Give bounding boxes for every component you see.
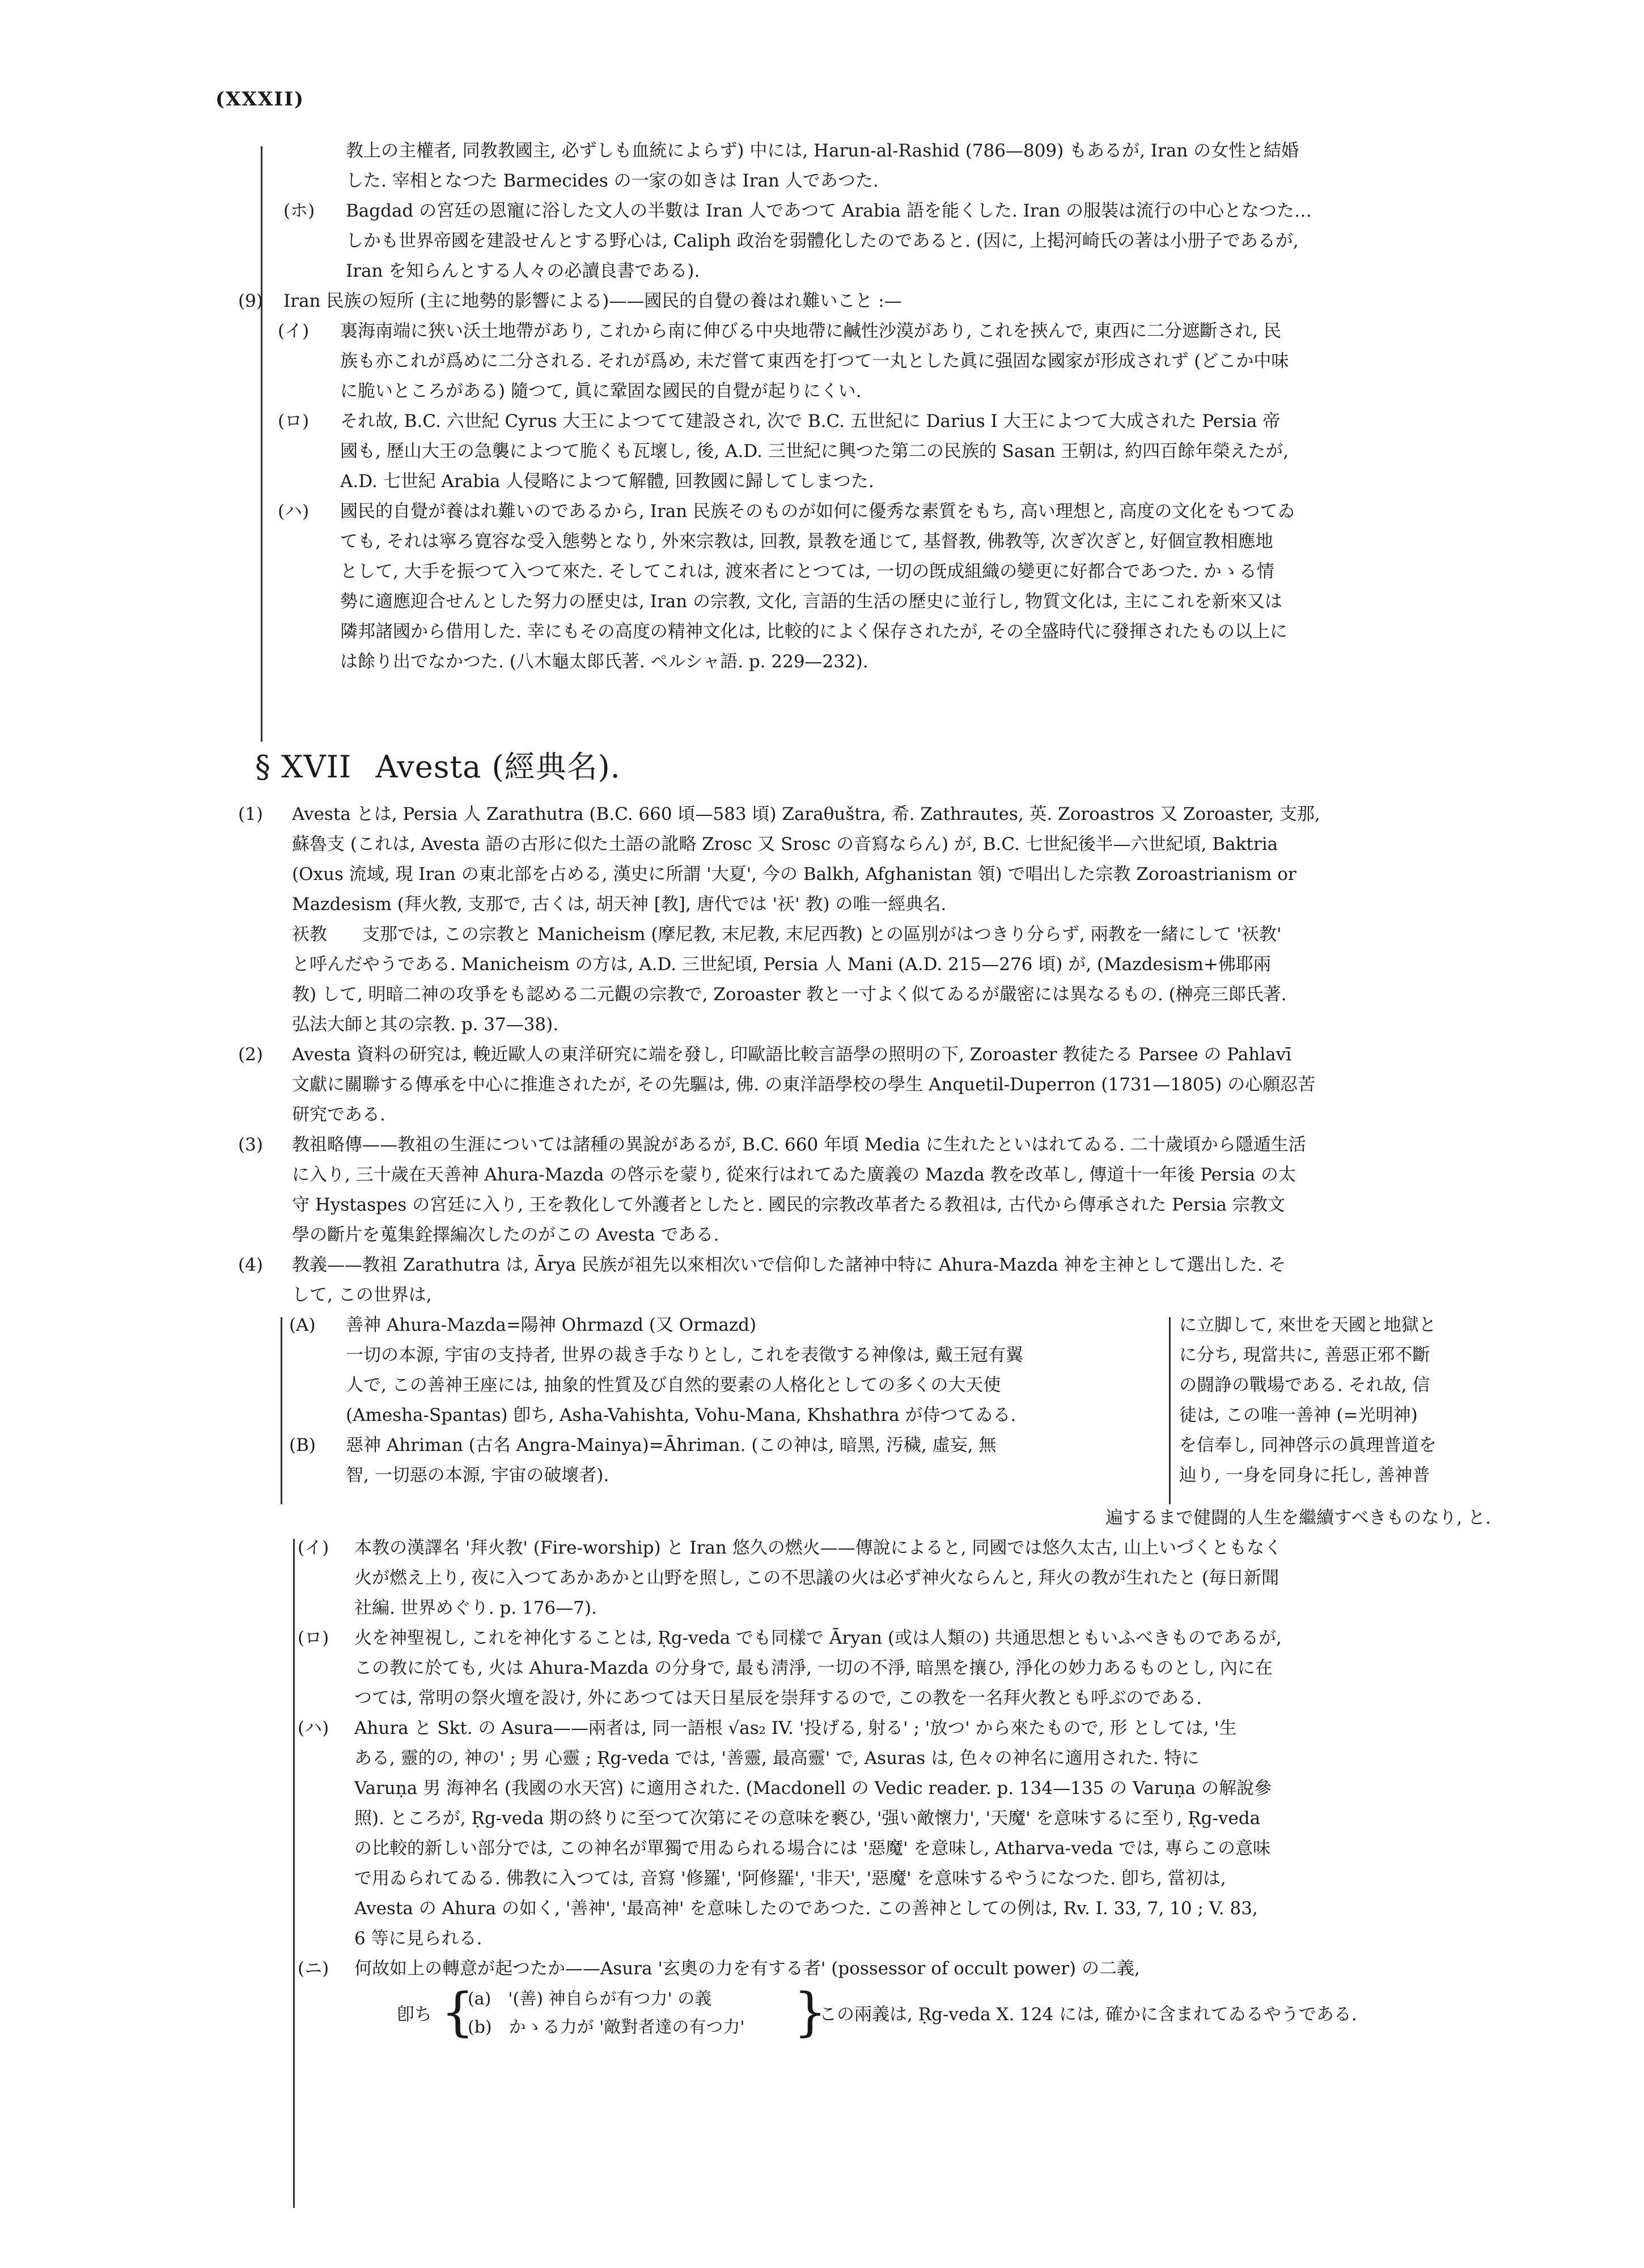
- text-line: この教に於ても, 火は Ahura-Mazda の分身で, 最も淸淨, 一切の不淨, 暗黑を攘ひ, 淨化の妙力あるものとし, 內に在: [354, 1658, 1273, 1678]
- item-marker: (ハ): [298, 1718, 329, 1738]
- avesta-section: [238, 799, 1502, 2046]
- text-line: して, この世界は,: [292, 1285, 432, 1305]
- conclusion-line: 遍するまで健闘的人生を繼續すべきものなり, と.: [1105, 1508, 1491, 1528]
- text-line: 社編. 世界めぐり. p. 176—7).: [354, 1598, 597, 1618]
- sub-item-ro: [278, 407, 1485, 497]
- item-marker: (9): [238, 291, 263, 311]
- text-line: 祆教 支那では, この宗教と Manicheism (摩尼教, 末尼教, 末尼西教) との區別がはつきり分らず, 兩教を一緒にして '祆教': [292, 924, 1282, 945]
- text-line: 本教の漢譯名 '拜火教' (Fire-worship) と Iran 悠久の燃火——傳說によると, 同國では悠久太古, 山上いづくともなく: [354, 1538, 1282, 1558]
- text-line: 弘法大師と其の宗教. p. 37—38).: [292, 1014, 559, 1035]
- p4-sub-item-ni: [298, 1954, 1502, 1984]
- text-line: Avesta とは, Persia 人 Zarathutra (B.C. 660 頃—583 頃) Zaraθuštra, 希. Zathrautes, 英. Zoroastros 又 Zoroaster, 支那,: [292, 804, 1320, 824]
- text-line: Iran を知らんとする人々の必讀良書である).: [346, 261, 700, 281]
- kyo-note: [292, 920, 1502, 1040]
- meaning-options: [468, 1985, 745, 2042]
- text-line: に立脚して, 來世を天國と地獄と: [1179, 1315, 1437, 1335]
- text-line: 教義——教祖 Zarathutra は, Ārya 民族が祖先以來相次いで信仰した諸神中特に Ahura-Mazda 神を主神として選出した. そ: [292, 1255, 1286, 1275]
- paragraph-4: [238, 1250, 1502, 1310]
- two-meanings-brace: [397, 1984, 1502, 2046]
- section-number: § XVII: [255, 749, 352, 785]
- text-line: 善神 Ahura-Mazda=陽神 Ohrmazd (又 Ormazd): [346, 1315, 757, 1335]
- text-line: 國も, 歷山大王の急襲によつて脆くも瓦壞し, 後, A.D. 三世紀に興つた第二の民族的 Sasan 王朝は, 約四百餘年榮えたが,: [340, 441, 1289, 462]
- item-marker: (ホ): [283, 201, 315, 221]
- text-line: それ故, B.C. 六世紀 Cyrus 大王によつてて建設され, 次で B.C. 五世紀に Darius I 大王によつて大成された Persia 帝: [340, 411, 1281, 431]
- paragraph-4-subitems: [298, 1533, 1502, 2046]
- item-marker: (3): [238, 1135, 263, 1155]
- text-line: Bagdad の宮廷の恩寵に浴した文人の半數は Iran 人であつて Arabia 語を能くした. Iran の服裝は流行の中心となつた…: [346, 201, 1312, 221]
- text-line: 蘇魯支 (これは, Avesta 語の古形に似た土語の訛略 Zrosc 又 Srosc の音寫ならん) が, B.C. 七世紀後半—六世紀頃, Baktria: [292, 834, 1278, 854]
- paragraph-1: [238, 799, 1502, 1040]
- item-9: [238, 286, 1485, 316]
- text-line: した. 宰相となつた Barmecides の一家の如きは Iran 人であつた.: [346, 171, 879, 191]
- ab-right-bracket-line: [1169, 1317, 1171, 1504]
- text-line: で用ゐられてゐる. 佛教に入つては, 音寫 '修羅', '阿修羅', '非天', '惡魔' を意味するやうになつた. 卽ち, 當初は,: [354, 1868, 1226, 1889]
- text-line: 火が燃え上り, 夜に入つてあかあかと山野を照し, この不思議の火は必ず神火ならんと, 拜火の教が生れたと (毎日新聞: [354, 1568, 1279, 1588]
- item-marker: (イ): [298, 1538, 329, 1558]
- text-line: Varuṇa 男 海神名 (我國の水天宮) に適用された. (Macdonell の Vedic reader. p. 134—135 の Varuṇa の解說參: [354, 1778, 1272, 1799]
- text-line: 隣邦諸國から借用した. 幸にもその高度の精神文化は, 比較的によく保存されたが, その全盛時代に發揮されたもの以上に: [340, 621, 1288, 642]
- text-line: つては, 常明の祭火壇を設け, 外にあつては天日星辰を崇拜するので, この教を一名拜火教とも呼ぶのである.: [354, 1688, 1202, 1708]
- item-marker: (4): [238, 1255, 263, 1275]
- page-number: (XXXII): [215, 88, 305, 111]
- text-line: の闘諍の戰場である. それ故, 信: [1179, 1375, 1430, 1395]
- text-line: 學の斷片を蒐集銓擇編次したのがこの Avesta である.: [292, 1225, 719, 1245]
- text-line: 惡神 Ahriman (古名 Angra-Mainya)=Āhriman. (この神は, 暗黑, 汚穢, 虛妄, 無: [346, 1435, 997, 1455]
- sub-item-i: [278, 316, 1485, 407]
- item-marker: (A): [289, 1315, 316, 1335]
- ab-bracket-line: [281, 1317, 282, 1504]
- section-heading: [255, 743, 621, 786]
- text-line: A.D. 七世紀 Arabia 人侵略によつて解體, 回教國に歸してしまつた.: [340, 471, 874, 492]
- item-marker: (ハ): [278, 501, 310, 522]
- text-line: Avesta の Ahura の如く, '善神', '最高神' を意味したのであつた. この善神としての例は, Rv. I. 33, 7, 10 ; V. 83,: [354, 1898, 1258, 1919]
- text-line: Mazdesism (拜火教, 支那で, 古くは, 胡天神 [教], 唐代では '祆' 教) の唯一經典名.: [292, 894, 947, 915]
- meaning-b: (b) かゝる力が '敵對者達の有つ力': [468, 2017, 745, 2037]
- text-line: 族も亦これが爲めに二分される. それが爲め, 未だ嘗て東西を打つて一丸とした眞に强固な國家が形成されず (どこか中味: [340, 351, 1289, 371]
- sub-bracket-line: [261, 322, 262, 742]
- top-continuation: [238, 136, 1485, 677]
- item-marker: (ニ): [298, 1958, 329, 1979]
- p4-sub-item-ha: [298, 1713, 1502, 1954]
- right-brace-icon: }: [794, 1982, 827, 2042]
- item-A: [283, 1310, 1159, 1431]
- text-line: (Amesha-Spantas) 卽ち, Asha-Vahishta, Vohu-Mana, Khshathra が侍つてゐる.: [346, 1405, 1016, 1425]
- text-line: に入り, 三十歲在天善神 Ahura-Mazda の啓示を蒙り, 從來行はれてゐた廣義の Mazda 教を改革し, 傳道十一年後 Persia の太: [292, 1165, 1296, 1185]
- ab-left-column: [283, 1310, 1159, 1491]
- text-line: 智, 一切惡の本源, 宇宙の破壞者).: [346, 1465, 609, 1486]
- text-line: 人で, この善神王座には, 抽象的性質及び自然的要素の人格化としての多くの大天使: [346, 1375, 1001, 1395]
- text-line: 教) して, 明暗二神の攻爭をも認める二元觀の宗教で, Zoroaster 教と一寸よく似てゐるが嚴密には異なるもの. (榊亮三郞氏著.: [292, 984, 1287, 1005]
- text-line: 辿り, 一身を同身に托し, 善神普: [1179, 1465, 1430, 1486]
- continuation-text: [346, 136, 1485, 196]
- text-line: 教祖略傳——教祖の生涯については諸種の異說があるが, B.C. 660 年頃 Media に生れたといはれてゐる. 二十歲頃から隱遁生活: [292, 1135, 1306, 1155]
- text-line: 裏海南端に狹い沃土地帶があり, これから南に伸びる中央地帶に鹹性沙漠があり, これを挾んで, 東西に二分遮斷され, 民: [340, 321, 1281, 341]
- text-line: 國民的自覺が養はれ難いのであるから, Iran 民族そのものが如何に優秀な素質をもち, 高い理想と, 高度の文化をもつてゐ: [340, 501, 1295, 522]
- text-line: は餘り出でなかつた. (八木龜太郞氏著. ペルシャ語. p. 229—232).: [340, 651, 868, 672]
- text-line: と呼んだやうである. Manicheism の方は, A.D. 三世紀頃, Persia 人 Mani (A.D. 215—276 頃) が, (Mazdesism+佛耶兩: [292, 954, 1271, 975]
- text-line: Iran 民族の短所 (主に地勢的影響による)——國民的自覺の養はれ難いこと :—: [283, 291, 902, 311]
- sub-bracket-line: [293, 1539, 295, 2208]
- item-marker: (B): [289, 1435, 316, 1455]
- dualism-table: [283, 1310, 1502, 1503]
- text-line: に分ち, 現當共に, 善惡正邪不斷: [1179, 1345, 1430, 1365]
- item-marker: (1): [238, 804, 263, 824]
- text-line: 教上の主權者, 同教教國主, 必ずしも血統によらず) 中には, Harun-al-Rashid (786—809) もあるが, Iran の女性と結婚: [346, 141, 1299, 161]
- section-title: Avesta (經典名).: [375, 749, 621, 785]
- text-line: ても, それは寧ろ寛容な受入態勢となり, 外來宗教は, 回教, 景教を通じて, 基督教, 佛教等, 次ぎ次ぎと, 好個宣教相應地: [340, 531, 1273, 552]
- soku-label: 卽ち: [397, 2004, 432, 2025]
- text-line: 6 等に見られる.: [354, 1928, 482, 1949]
- text-line: 一切の本源, 宇宙の支持者, 世界の裁き手なりとし, これを表徵する神像は, 戴王冠有翼: [346, 1345, 1023, 1365]
- text-line: 文獻に關聯する傳承を中心に推進されたが, その先驅は, 佛. の東洋語學校の學生 Anquetil-Duperron (1731—1805) の心願忍苦: [292, 1074, 1316, 1095]
- text-line: Avesta 資料の研究は, 輓近歐人の東洋研究に端を發し, 印歐語比較言語學の照明の下, Zoroaster 教徒たる Parsee の Pahlavī: [292, 1044, 1292, 1065]
- item-ho: [283, 196, 1485, 286]
- p4-sub-item-i: [298, 1533, 1502, 1623]
- text-line: の比較的新しい部分では, この神名が單獨で用ゐられる場合には '惡魔' を意味し, Atharva-veda では, 專らこの意味: [354, 1838, 1270, 1859]
- paragraph-3: [238, 1130, 1502, 1250]
- left-brace-icon: {: [441, 1982, 474, 2042]
- text-line: 守 Hystaspes の宮廷に入り, 王を教化して外護者としたと. 國民的宗教改革者たる教祖は, 古代から傳承された Persia 宗教文: [292, 1195, 1285, 1215]
- text-line: 徒は, この唯一善神 (=光明神): [1179, 1405, 1418, 1425]
- item-marker: (2): [238, 1044, 263, 1065]
- sub-item-ha: [278, 497, 1485, 677]
- text-line: に脆いところがある) 隨つて, 眞に鞏固な國民的自覺が起りにくい.: [340, 381, 862, 401]
- text-line: として, 大手を振つて入つて來た. そしてこれは, 渡來者にとつては, 一切の旣成組織の變更に好都合であつた. かゝる情: [340, 561, 1274, 582]
- text-line: 火を神聖視し, これを神化することは, Ṛg-veda でも同樣で Āryan (或は人類の) 共通思想ともいふべきものであるが,: [354, 1628, 1282, 1648]
- ab-right-column: [1179, 1310, 1497, 1491]
- text-line: 照). ところが, Ṛg-veda 期の終りに至つて次第にその意味を褻ひ, '强い敵懷力', '天魔' を意味するに至り, Ṛg-veda: [354, 1808, 1261, 1829]
- text-line: を信奉し, 同神啓示の眞理普道を: [1179, 1435, 1437, 1455]
- item-B: [283, 1431, 1159, 1491]
- text-line: ある, 靈的の, 神の' ; 男 心靈 ; Ṛg-veda では, '善靈, 最高靈' で, Asuras は, 色々の神名に適用された. 特に: [354, 1748, 1200, 1768]
- text-line: Ahura と Skt. の Asura——兩者は, 同一語根 √as₂ IV. '投げる, 射る' ; '放つ' から來たもので, 形 としては, '生: [354, 1718, 1237, 1738]
- soku-after-text: この兩義は, Ṛg-veda X. 124 には, 確かに含まれてゐるやうである.: [819, 2004, 1357, 2025]
- text-line: (Oxus 流域, 現 Iran の東北部を占める, 漢史に所謂 '大夏', 今の Balkh, Afghanistan 領) で唱出した宗教 Zoroastrianism or: [292, 864, 1296, 885]
- item-marker: (ロ): [298, 1628, 329, 1648]
- text-line: しかも世界帝國を建設せんとする野心は, Caliph 政治を弱體化したのであると. (因に, 上掲河崎氏の著は小册子であるが,: [346, 231, 1299, 251]
- meaning-a: (a) '(善) 神自らが有つ力' の義: [468, 1989, 712, 2009]
- item-9-subitems: [266, 316, 1485, 677]
- text-line: 勢に適應迎合せんとした努力の歷史は, Iran の宗教, 文化, 言語的生活の歷史に並行し, 物質文化は, 主にこれを新來又は: [340, 591, 1282, 612]
- text-line: 研究である.: [292, 1105, 385, 1125]
- item-marker: (ロ): [278, 411, 310, 431]
- text-line: 何故如上の轉意が起つたか——Asura '玄奧の力を有する者' (possessor of occult power) の二義,: [354, 1958, 1140, 1979]
- item-marker: (イ): [278, 321, 310, 341]
- paragraph-2: [238, 1040, 1502, 1130]
- p4-sub-item-ro: [298, 1623, 1502, 1713]
